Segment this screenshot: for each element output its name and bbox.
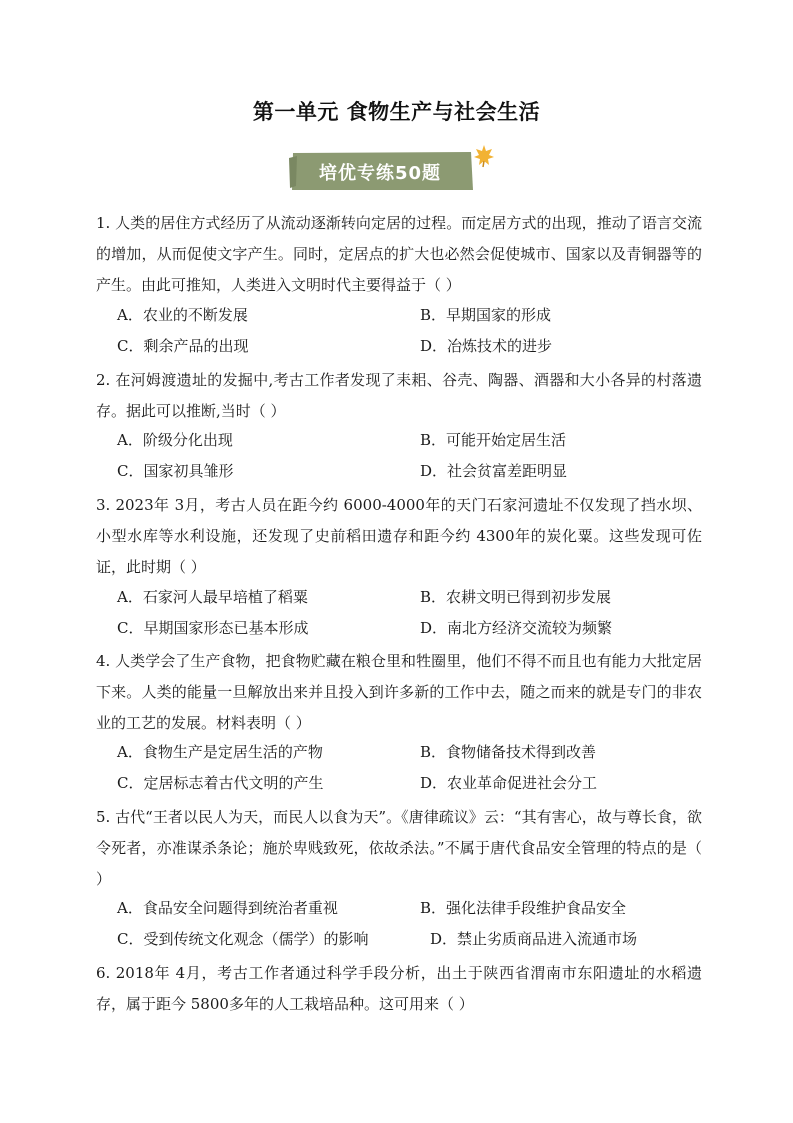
question-3-option-b: B．农耕文明已得到初步发展	[420, 588, 612, 606]
question-4-option-c: C．定居标志着古代文明的产生	[117, 774, 324, 792]
question-4-option-b: B．食物储备技术得到改善	[420, 743, 597, 761]
question-1-option-c: C．剩余产品的出现	[117, 337, 249, 355]
question-2-option-c: C．国家初具雏形	[117, 462, 234, 480]
question-4-option-d: D．农业革命促进社会分工	[420, 774, 598, 792]
question-1-stem: 1. 人类的居住方式经历了从流动逐渐转向定居的过程。而定居方式的出现，推动了语言交流的增加，从而促使文字产生。同时，定居点的扩大也必然会促使城市、国家以及青铜器等的产生。由此可推知，人类进入文明时代主要得益于（ ）	[96, 214, 702, 294]
question-3-option-a: A．石家河人最早培植了稻粟	[117, 588, 308, 606]
question-2-stem: 2. 在河姆渡遗址的发掘中,考古工作者发现了耒耜、谷壳、陶器、酒器和大小各异的村落遗存。据此可以推断,当时（ ）	[96, 371, 702, 420]
question-3-option-c: C．早期国家形态已基本形成	[117, 619, 309, 637]
question-5-stem: 5. 古代“王者以民人为天，而民人以食为天”。《唐律疏议》云：“其有害心，故与尊长食，欲令死者，亦准谋杀条论；施於卑贱致死，依故杀法。”不属于唐代食品安全管理的特点的是（ ）	[96, 808, 702, 888]
question-1-option-b: B．早期国家的形成	[420, 306, 552, 324]
question-3-option-d: D．南北方经济交流较为频繁	[420, 619, 613, 637]
question-4-stem: 4. 人类学会了生产食物，把食物贮藏在粮仓里和牲圈里，他们不得不而且也有能力大批定居下来。人类的能量一旦解放出来并且投入到许多新的工作中去，随之而来的就是专门的非农业的工艺的发展。材料表明（ ）	[96, 652, 702, 732]
badge-label: 培优专练50题	[318, 163, 442, 184]
question-1-option-a: A．农业的不断发展	[117, 306, 248, 324]
question-1-option-d: D．冶炼技术的进步	[420, 337, 553, 355]
page-title: 第一单元 食物生产与社会生活	[252, 100, 541, 124]
question-6-stem: 6. 2018年 4月，考古工作者通过科学手段分析，出土于陕西省渭南市东阳遗址的水稻遗存，属于距今 5800多年的人工栽培品种。这可用来（ ）	[96, 964, 702, 1013]
question-5-option-a: A．食品安全问题得到统治者重视	[117, 899, 338, 917]
practice-badge	[287, 150, 493, 192]
question-3-stem: 3. 2023年 3月，考古人员在距今约 6000-4000年的天门石家河遗址不仅发现了挡水坝、小型水库等水利设施，还发现了史前稻田遗存和距今约 4300年的炭化粟。这些发现可佐证，此时期（ ）	[96, 496, 702, 576]
question-2-option-a: A．阶级分化出现	[117, 431, 233, 449]
question-5-option-d: D．禁止劣质商品进入流通市场	[430, 930, 638, 948]
question-4-option-a: A．食物生产是定居生活的产物	[117, 743, 323, 761]
maple-leaf-icon	[473, 144, 495, 168]
question-2-option-b: B．可能开始定居生活	[420, 431, 567, 449]
question-5-option-c: C．受到传统文化观念（儒学）的影响	[117, 930, 369, 948]
question-5-option-b: B．强化法律手段维护食品安全	[420, 899, 627, 917]
question-2-option-d: D．社会贫富差距明显	[420, 462, 568, 480]
